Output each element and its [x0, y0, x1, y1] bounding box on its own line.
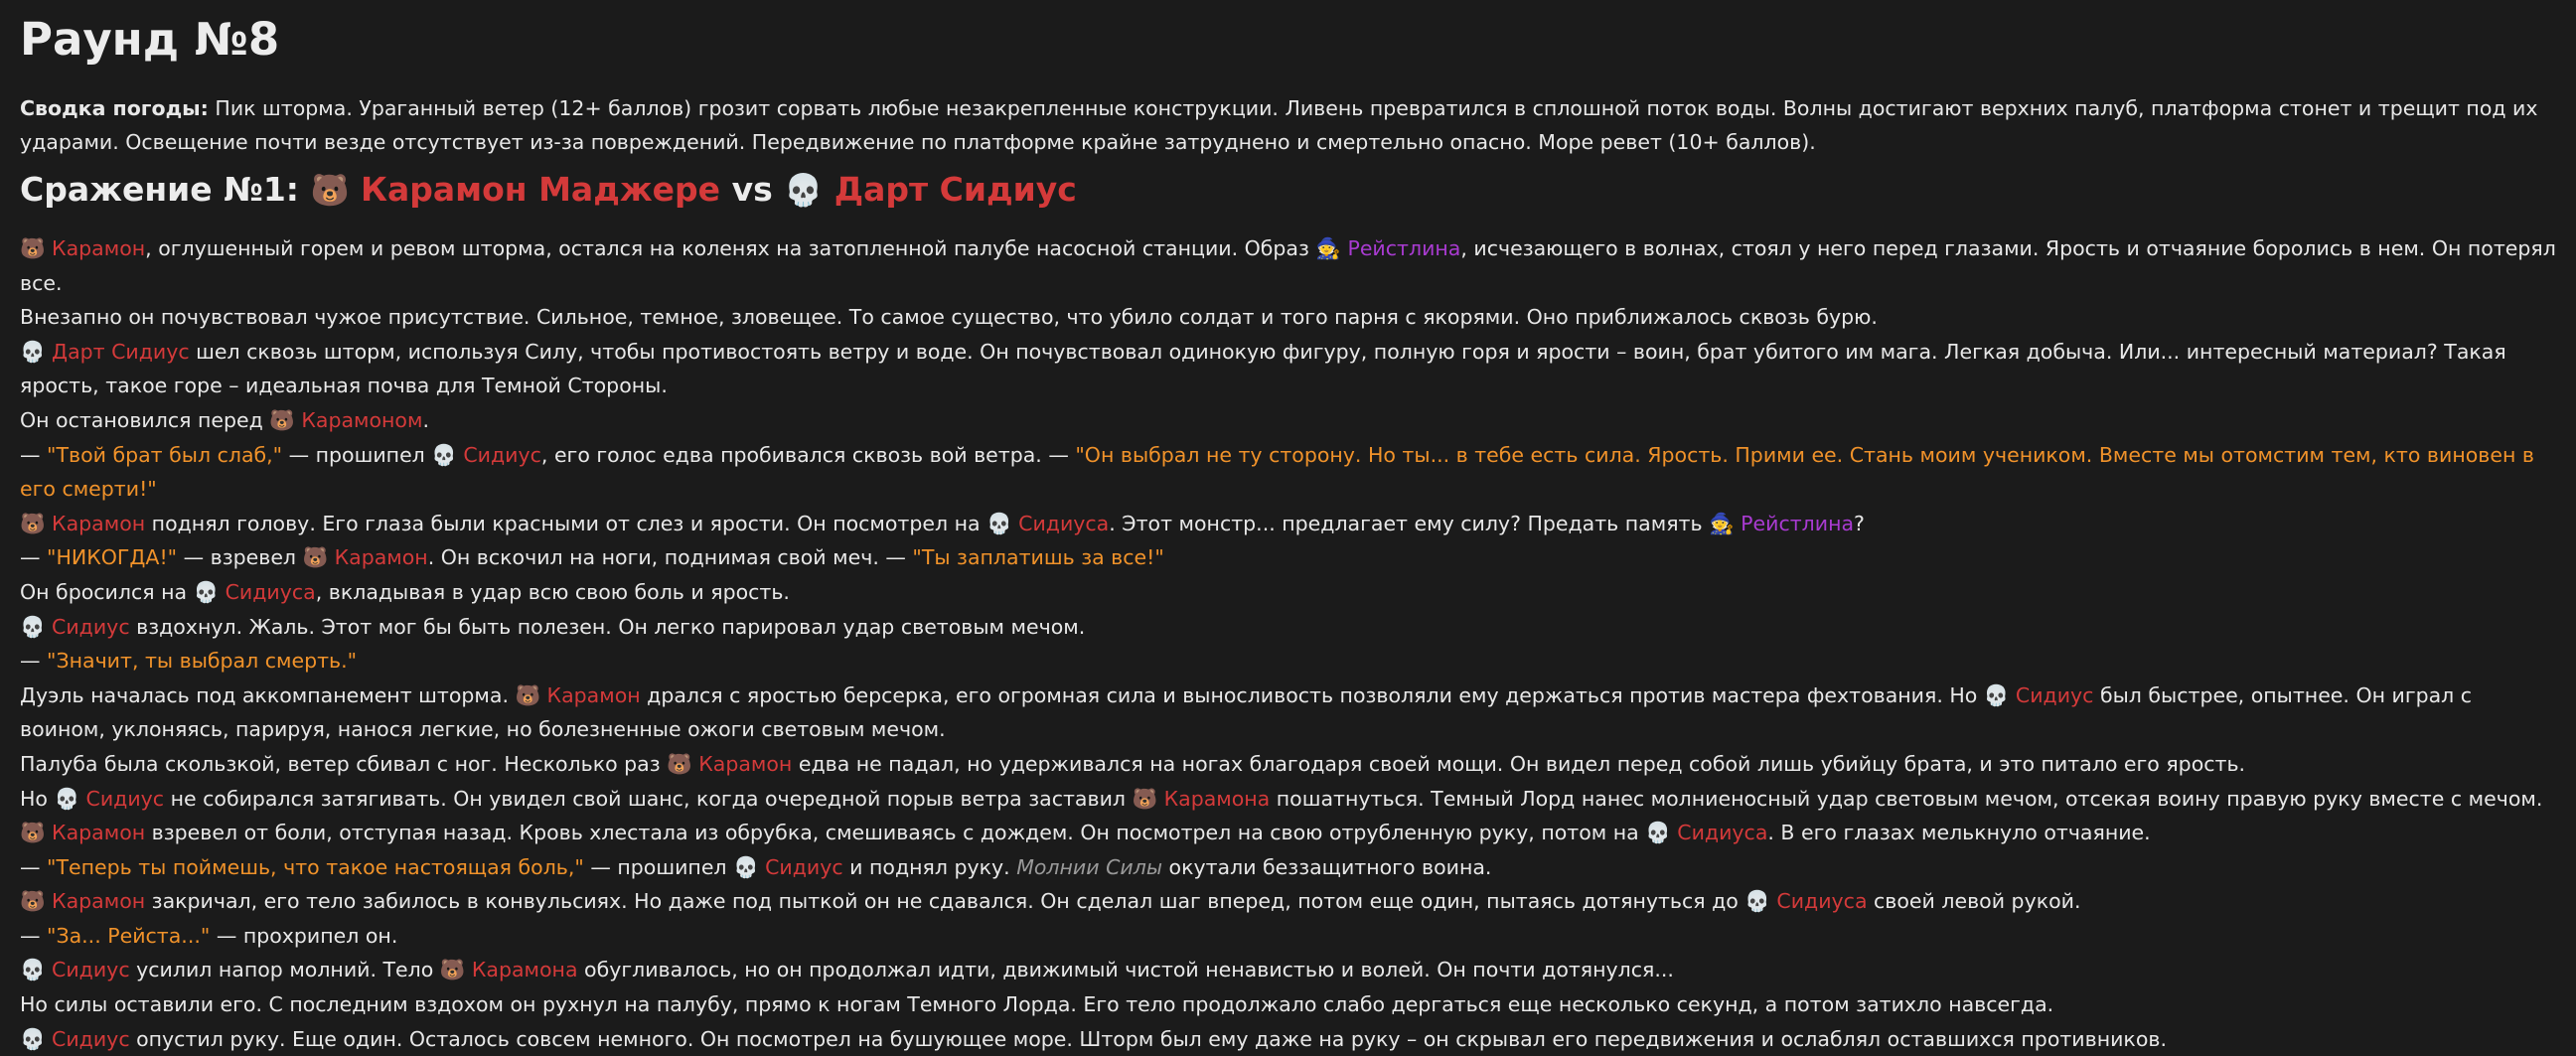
text-run: опустил руку. Еще один. Осталось совсем немного. Он посмотрел на бушующее море. Шторм был ему даже на руку – он скрывал его передвижения и ослаблял оставшихся противников. — [129, 1026, 2167, 1051]
story-paragraph — [20, 231, 2556, 300]
character-name: Карамон — [546, 682, 641, 707]
page-title: Раунд №8 — [20, 13, 280, 66]
character-name: Карамон — [334, 545, 428, 570]
character-name: Карамона — [1163, 786, 1271, 811]
skull-icon: 💀 — [784, 173, 824, 209]
text-run: — — [20, 545, 48, 570]
text-run: был быстрее, опытнее. Он играл с воином, уклоняясь, парируя, нанося легкие, но болезненные ожоги световым мечом. — [20, 682, 2473, 742]
text-run: — прохрипел он. — [210, 923, 398, 948]
text-run: , вкладывая в удар всю свою боль и ярость. — [315, 579, 790, 604]
text-run: 🐻 — [302, 545, 335, 570]
character-name: Карамон — [698, 751, 793, 776]
story-paragraph — [20, 644, 2556, 679]
text-run: Внезапно он почувствовал чужое присутствие. Сильное, темное, зловещее. То самое существо, что убило солдат и того парня с якорями. Оно приближалось сквозь бурю. — [20, 305, 1878, 330]
character-name: Карамоном — [301, 407, 423, 432]
character-name: Сидиуса — [1776, 889, 1868, 914]
story-paragraph — [20, 747, 2556, 782]
text-run: 🐻 — [20, 511, 53, 535]
text-run: 💀 — [1744, 889, 1777, 914]
character-name: Сидиус — [52, 614, 130, 639]
character-name: Сидиус — [52, 958, 130, 982]
text-run: , оглушенный горем и ревом шторма, остался на коленях на затопленной палубе насосной станции. Образ — [145, 236, 1316, 260]
text-run: 💀 — [986, 511, 1019, 535]
quote: "Он выбрал не ту сторону. Но ты... в тебе есть сила. Ярость. Прими ее. Стань моим учеником. Вместе мы отомстим тем, кто виновен в его смерти!" — [20, 442, 2534, 502]
text-run: пошатнуться. Темный Лорд нанес молниеносный удар световым мечом, отсекая воину правую руку вместе с мечом. — [1270, 786, 2543, 811]
character-name: Карамон — [52, 236, 146, 260]
text-run: вздохнул. Жаль. Этот мог бы быть полезен. Он легко парировал удар световым мечом. — [129, 614, 1086, 639]
battle-story — [20, 231, 2556, 1056]
quote: "НИКОГДА!" — [47, 545, 178, 570]
story-paragraph — [20, 782, 2556, 817]
weather-text: Пик шторма. Ураганный ветер (12+ баллов) грозит сорвать любые незакрепленные конструкции. Ливень превратился в сплошной поток воды. Волны достигают верхних палуб, платформа стонет и трещит под их ударами. Освещение почти везде отсутствует из-за повреждений. Передвижение по платформе крайне затруднено и смертельно опасно. Море ревет (10+ баллов). — [20, 96, 2538, 154]
story-paragraph — [20, 540, 2556, 575]
text-run: , его голос едва пробивался сквозь вой ветра. — — [540, 442, 1076, 467]
text-run: . В его глазах мелькнуло отчаяние. — [1767, 821, 2151, 845]
character-name: Дарт Сидиус — [52, 339, 190, 364]
story-paragraph — [20, 507, 2556, 541]
character-name: Сидиус — [463, 442, 541, 467]
character-name: Сидиус — [2015, 682, 2094, 707]
story-paragraph — [20, 919, 2556, 954]
text-run: — — [20, 649, 48, 674]
character-name: Сидиус — [765, 854, 843, 879]
text-run: 🧙 — [1315, 236, 1348, 260]
story-paragraph — [20, 987, 2556, 1022]
text-run: 🐻 — [20, 236, 53, 260]
text-run: шел сквозь шторм, используя Силу, чтобы противостоять ветру и воде. Он почувствовал одинокую фигуру, полную горя и ярости – воин, брат убитого им мага. Легкая добыча. Или... интересный материал? Такая ярость, такое горе – идеальная почва для Темной Стороны. — [20, 339, 2506, 398]
story-paragraph — [20, 679, 2556, 747]
text-run: Но силы оставили его. С последним вздохом он рухнул на палубу, прямо к ногам Темного Лорда. Его тело продолжало слабо дергаться еще несколько секунд, а потом затихло навсегда. — [20, 992, 2054, 1017]
quote: "Твой брат был слаб," — [47, 442, 283, 467]
text-run: едва не падал, но удерживался на ногах благодаря своей мощи. Он видел перед собой лишь убийцу брата, и это питало его ярость. — [792, 751, 2246, 776]
text-run: 🐻 — [1132, 786, 1164, 811]
text-run: Он бросился на — [20, 579, 194, 604]
text-run: 💀 — [193, 579, 226, 604]
text-run: и поднял руку. — [842, 854, 1017, 879]
text-run: 💀 — [20, 339, 53, 364]
character-name: Сидиус — [85, 786, 165, 811]
text-run: — прошипел — [282, 442, 432, 467]
character-name: Рейстлина — [1347, 236, 1461, 260]
story-paragraph — [20, 1022, 2556, 1056]
text-run: закричал, его тело забилось в конвульсиях. Но даже под пыткой он не сдавался. Он сделал шаг вперед, потом еще один, пытаясь дотянуться до — [145, 889, 1745, 914]
fighter-2-name: Дарт Сидиус — [833, 170, 1077, 209]
story-paragraph — [20, 403, 2556, 438]
character-name: Сидиуса — [225, 579, 316, 604]
character-name: Рейстлина — [1741, 511, 1855, 535]
text-run: окутали беззащитного воина. — [1162, 854, 1492, 879]
text-run: 💀 — [733, 854, 766, 879]
text-run: не собирался затягивать. Он увидел свой шанс, когда очередной порыв ветра заставил — [164, 786, 1133, 811]
character-name: Сидиус — [52, 1026, 130, 1051]
text-run: 🐻 — [439, 958, 472, 982]
story-paragraph — [20, 438, 2556, 507]
quote: "Теперь ты поймешь, что такое настоящая боль," — [47, 854, 584, 879]
story-paragraph — [20, 300, 2556, 335]
text-run: поднял голову. Его глаза были красными от слез и ярости. Он посмотрел на — [145, 511, 987, 535]
spell-name: Молнии Силы — [1016, 854, 1163, 879]
weather-label: Сводка погоды: — [20, 96, 209, 120]
text-run: 💀 — [431, 442, 464, 467]
text-run: усилил напор молний. Тело — [129, 958, 440, 982]
text-run: 💀 — [20, 614, 53, 639]
text-run: взревел от боли, отступая назад. Кровь хлестала из обрубка, смешиваясь с дождем. Он посмотрел на свою отрубленную руку, потом на — [145, 821, 1646, 845]
text-run: 💀 — [20, 958, 53, 982]
text-run: 💀 — [20, 1026, 53, 1051]
character-name: Карамон — [52, 511, 146, 535]
text-run: Он остановился перед — [20, 407, 270, 432]
story-paragraph — [20, 610, 2556, 645]
battle-prefix: Сражение №1: — [20, 170, 311, 209]
character-name: Карамон — [52, 821, 146, 845]
quote: "Значит, ты выбрал смерть." — [47, 649, 358, 674]
text-run: , исчезающего в волнах, стоял у него перед глазами. Ярость и отчаяние боролись в нем. Он потерял все. — [20, 236, 2556, 295]
story-paragraph — [20, 335, 2556, 403]
bear-icon: 🐻 — [310, 173, 350, 209]
text-run: 💀 — [1983, 682, 2016, 707]
text-run: 🐻 — [269, 407, 302, 432]
story-paragraph — [20, 816, 2556, 850]
text-run: 🐻 — [515, 682, 547, 707]
text-run: 🧙 — [1709, 511, 1742, 535]
text-run: 🐻 — [20, 821, 53, 845]
text-run: своей левой рукой. — [1867, 889, 2081, 914]
story-paragraph — [20, 884, 2556, 919]
text-run: . — [422, 407, 429, 432]
text-run: 🐻 — [667, 751, 699, 776]
text-run: Но — [20, 786, 55, 811]
versus-label: vs — [720, 170, 785, 209]
text-run: — — [20, 442, 48, 467]
fighter-1-name: Карамон Маджере — [361, 170, 721, 209]
text-run: Дуэль началась под аккомпанемент шторма. — [20, 682, 516, 707]
text-run: ? — [1854, 511, 1865, 535]
story-paragraph — [20, 575, 2556, 610]
text-run: . Этот монстр... предлагает ему силу? Предать память — [1109, 511, 1710, 535]
text-run: — взревел — [177, 545, 303, 570]
text-run: — — [20, 923, 48, 948]
text-run: — прошипел — [583, 854, 734, 879]
character-name: Карамон — [52, 889, 146, 914]
text-run: 🐻 — [20, 889, 53, 914]
text-run: — — [20, 854, 48, 879]
battle-heading — [20, 165, 2556, 216]
character-name: Карамона — [471, 958, 578, 982]
character-name: Сидиуса — [1677, 821, 1768, 845]
text-run: . Он вскочил на ноги, поднимая свой меч. — — [427, 545, 913, 570]
text-run: 💀 — [1645, 821, 1678, 845]
story-paragraph — [20, 850, 2556, 885]
character-name: Сидиуса — [1018, 511, 1110, 535]
quote: "За... Рейста..." — [47, 923, 211, 948]
text-run: обугливалось, но он продолжал идти, движимый чистой ненавистью и волей. Он почти дотянулся... — [577, 958, 1674, 982]
text-run: 💀 — [54, 786, 86, 811]
story-paragraph — [20, 953, 2556, 987]
quote: "Ты заплатишь за все!" — [912, 545, 1164, 570]
weather-summary — [20, 91, 2556, 159]
text-run: Палуба была скользкой, ветер сбивал с ног. Несколько раз — [20, 751, 668, 776]
text-run: дрался с яростью берсерка, его огромная сила и выносливость позволяли ему держаться против мастера фехтования. Но — [640, 682, 1984, 707]
